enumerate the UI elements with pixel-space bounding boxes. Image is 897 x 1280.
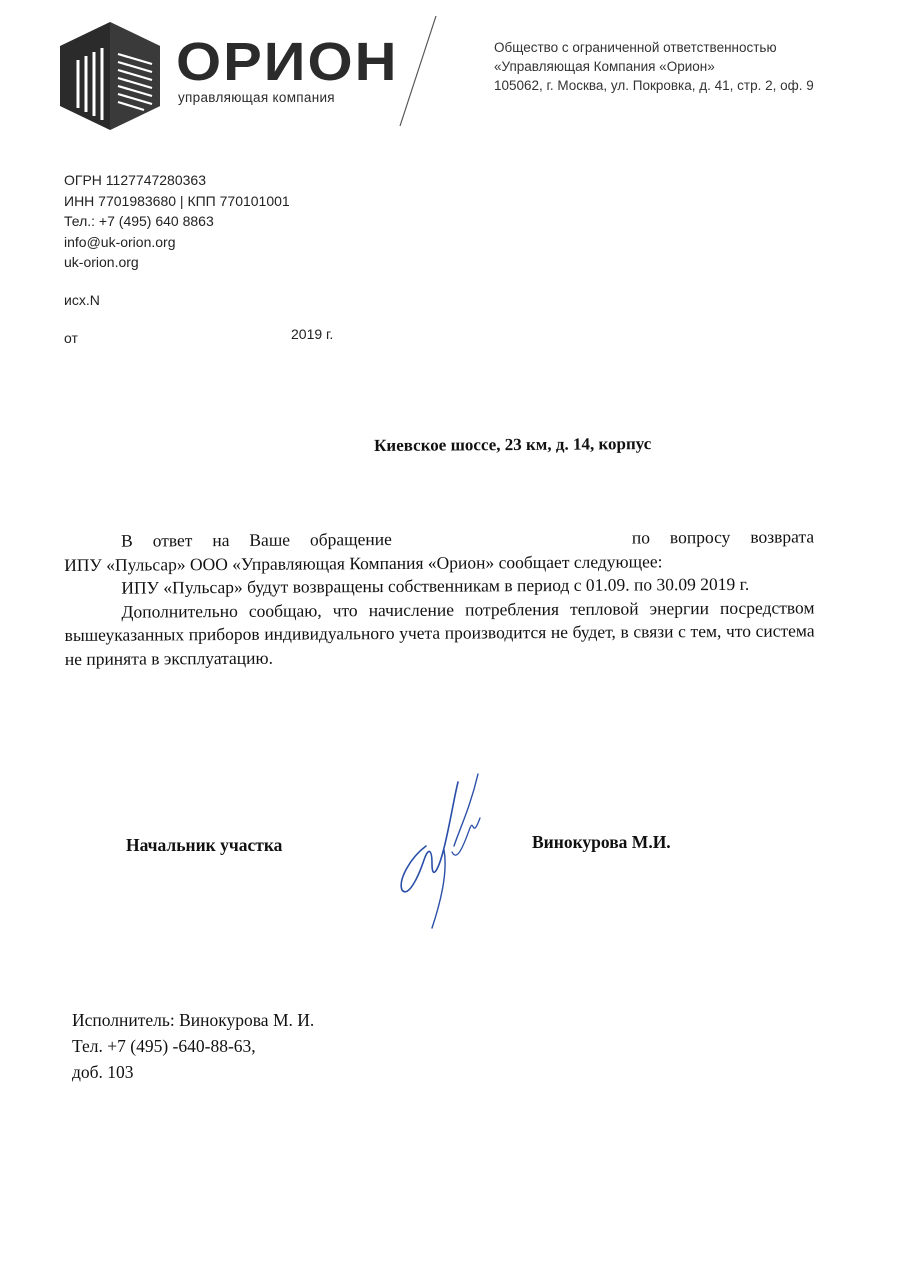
outgoing-year: 2019 г.: [291, 326, 334, 342]
executor-name: Исполнитель: Винокурова М. И.: [72, 1010, 315, 1030]
handwritten-signature: [388, 768, 498, 933]
paragraph-1-end: по вопросу возврата: [631, 526, 815, 548]
paragraph-1-line-2: ИПУ «Пульсар» ООО «Управляющая Компания «Орион» сообщает следующее:: [64, 550, 663, 575]
recipient-address: Киевское шоссе, 23 км, д. 14, корпус: [374, 434, 652, 455]
company-line-1: Общество с ограниченной ответственностью: [494, 40, 777, 55]
company-logo-icon: [58, 20, 162, 132]
header-divider: [380, 14, 440, 129]
logo-subtitle: управляющая компания: [178, 90, 335, 105]
executor-phone: Тел. +7 (495) -640-88-63,: [72, 1036, 256, 1056]
company-line-2: «Управляющая Компания «Орион»: [494, 59, 715, 74]
email: info@uk-orion.org: [64, 233, 176, 250]
executor-block: [72, 1007, 314, 1085]
signatory-title: Начальник участка: [126, 835, 283, 855]
requisites-block: [64, 170, 290, 273]
ogrn: ОГРН 1127747280363: [64, 172, 206, 188]
company-address: 105062, г. Москва, ул. Покровка, д. 41, стр. 2, оф. 9: [494, 78, 814, 93]
outgoing-number-label: исх.N: [64, 292, 100, 308]
company-info: [494, 38, 814, 95]
executor-extension: доб. 103: [72, 1062, 134, 1082]
signatory-name: Винокурова М.И.: [532, 832, 671, 852]
inn-kpp: ИНН 7701983680 | КПП 770101001: [64, 192, 290, 209]
paragraph-1-start: В ответ на Ваше обращение: [121, 528, 392, 551]
letter-body: [64, 525, 815, 671]
logo-name: ОРИОН: [176, 32, 399, 93]
paragraph-1: [64, 525, 814, 553]
phone: Тел.: +7 (495) 640 8863: [64, 213, 214, 229]
paragraph-2: ИПУ «Пульсар» будут возвращены собственникам в период с 01.09. по 30.09 2019 г.: [121, 573, 750, 598]
website: uk-orion.org: [64, 254, 139, 270]
outgoing-date-label: от: [64, 330, 78, 346]
paragraph-3: Дополнительно сообщаю, что начисление потребления тепловой энергии посредством вышеуказанных приборов индивидуального учета производится не будет, в связи с тем, что система не принята в эксплуатацию.: [64, 596, 815, 669]
